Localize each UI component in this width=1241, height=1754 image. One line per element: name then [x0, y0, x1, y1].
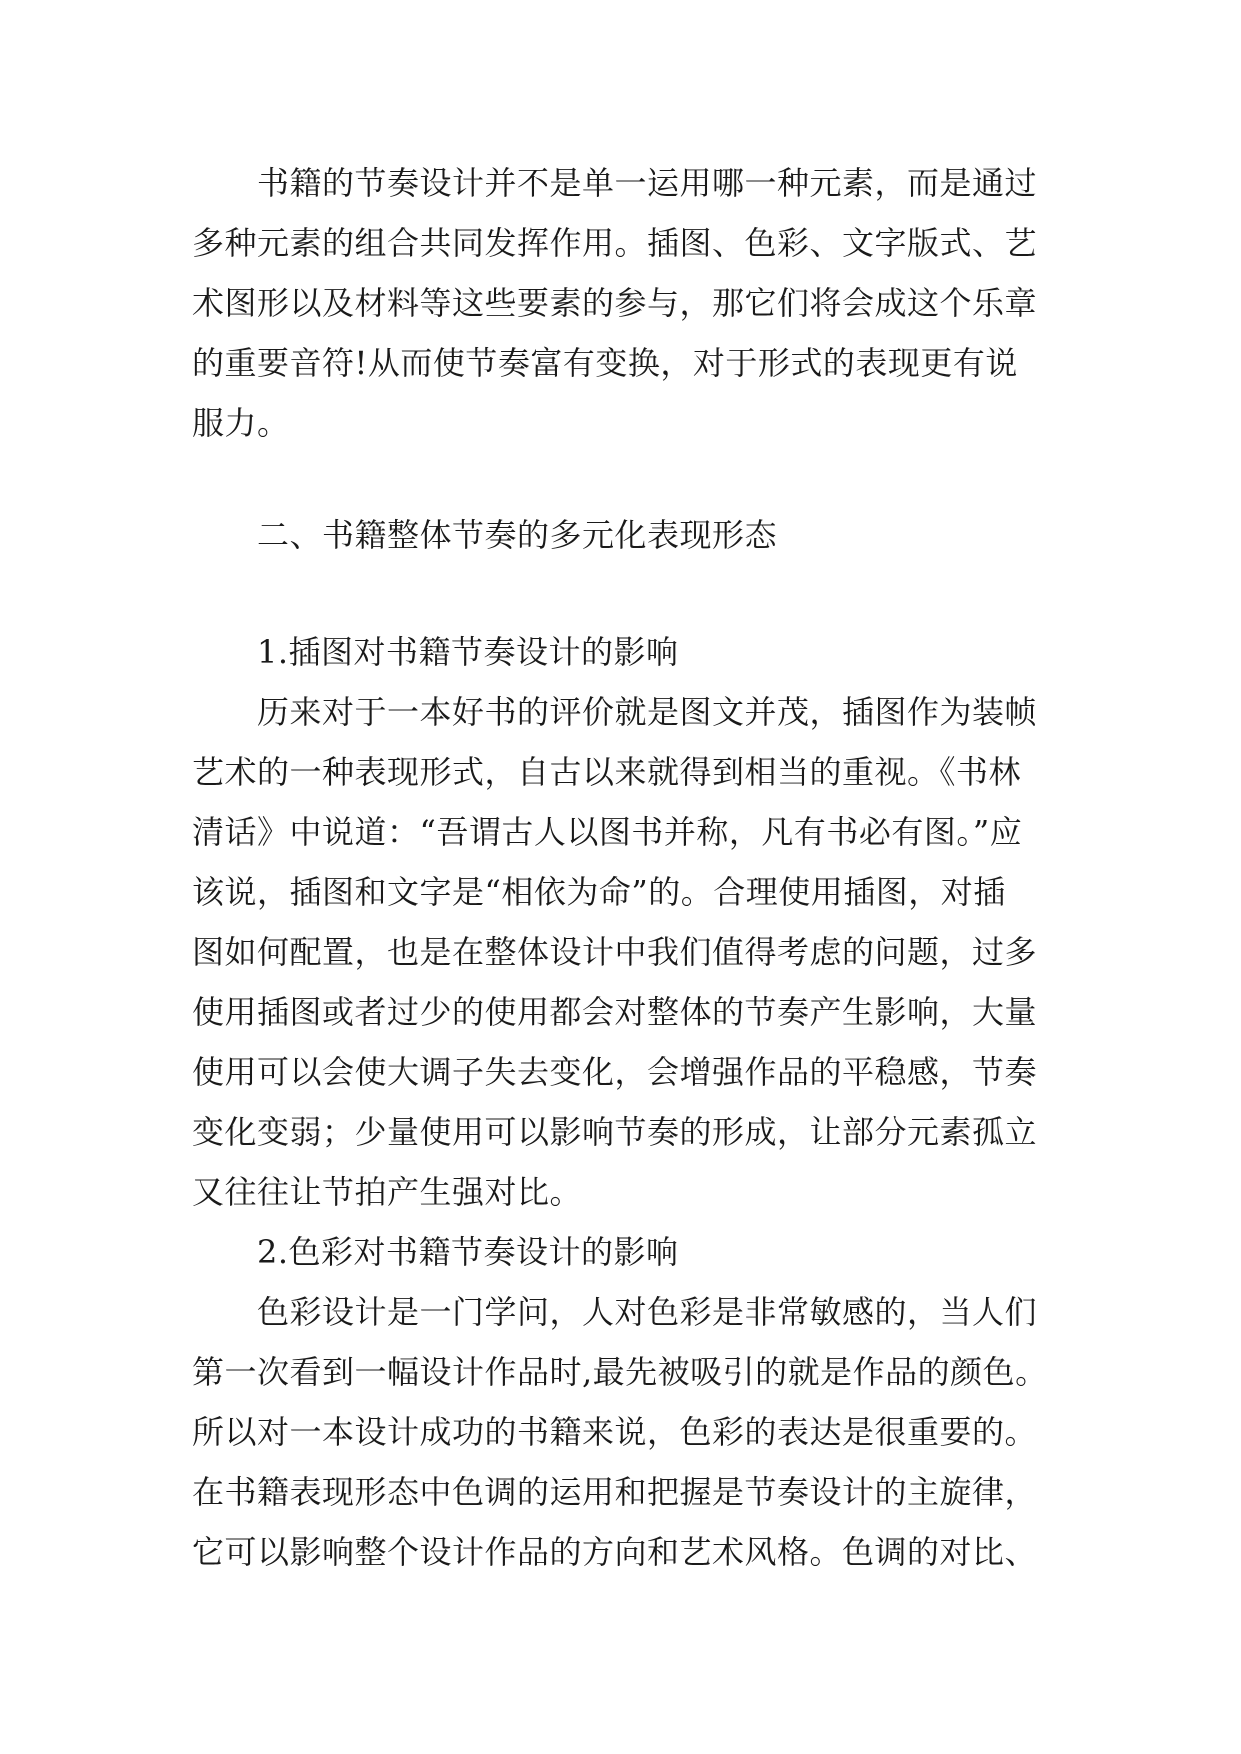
section-heading: 二、书籍整体节奏的多元化表现形态 [257, 516, 778, 554]
paragraph-line: 清话》中说道：“吾谓古人以图书并称，凡有书必有图。”应 [192, 813, 1023, 851]
subsection-heading: 1.插图对书籍节奏设计的影响 [257, 633, 679, 671]
subsection-heading: 2.色彩对书籍节奏设计的影响 [257, 1233, 679, 1271]
paragraph-line: 图如何配置，也是在整体设计中我们值得考虑的问题，过多 [192, 933, 1038, 971]
paragraph-line: 色彩设计是一门学问，人对色彩是非常敏感的，当人们 [257, 1293, 1038, 1331]
paragraph-line: 变化变弱；少量使用可以影响节奏的形成，让部分元素孤立 [192, 1113, 1038, 1151]
paragraph-line: 该说，插图和文字是“相依为命”的。合理使用插图，对插 [192, 873, 1006, 911]
paragraph-line: 它可以影响整个设计作品的方向和艺术风格。色调的对比、 [192, 1533, 1038, 1571]
paragraph-line: 服力。 [192, 404, 290, 442]
paragraph-line: 使用可以会使大调子失去变化，会增强作品的平稳感，节奏 [192, 1053, 1038, 1091]
paragraph-line: 又往往让节拍产生强对比。 [192, 1173, 583, 1211]
paragraph-line: 使用插图或者过少的使用都会对整体的节奏产生影响，大量 [192, 993, 1038, 1031]
paragraph-line: 多种元素的组合共同发挥作用。插图、色彩、文字版式、艺 [192, 224, 1038, 262]
paragraph-line: 历来对于一本好书的评价就是图文并茂，插图作为装帧 [257, 693, 1038, 731]
paragraph-line: 艺术的一种表现形式，自古以来就得到相当的重视。《书林 [192, 753, 1022, 791]
paragraph-line: 书籍的节奏设计并不是单一运用哪一种元素，而是通过 [257, 164, 1038, 202]
paragraph-line: 第一次看到一幅设计作品时,最先被吸引的就是作品的颜色。 [192, 1353, 1048, 1391]
paragraph-line: 术图形以及材料等这些要素的参与，那它们将会成这个乐章 [192, 284, 1038, 322]
paragraph-line: 所以对一本设计成功的书籍来说，色彩的表达是很重要的。 [192, 1413, 1038, 1451]
paragraph-line: 在书籍表现形态中色调的运用和把握是节奏设计的主旋律， [192, 1473, 1038, 1511]
paragraph-line: 的重要音符!从而使节奏富有变换，对于形式的表现更有说 [192, 344, 1018, 382]
